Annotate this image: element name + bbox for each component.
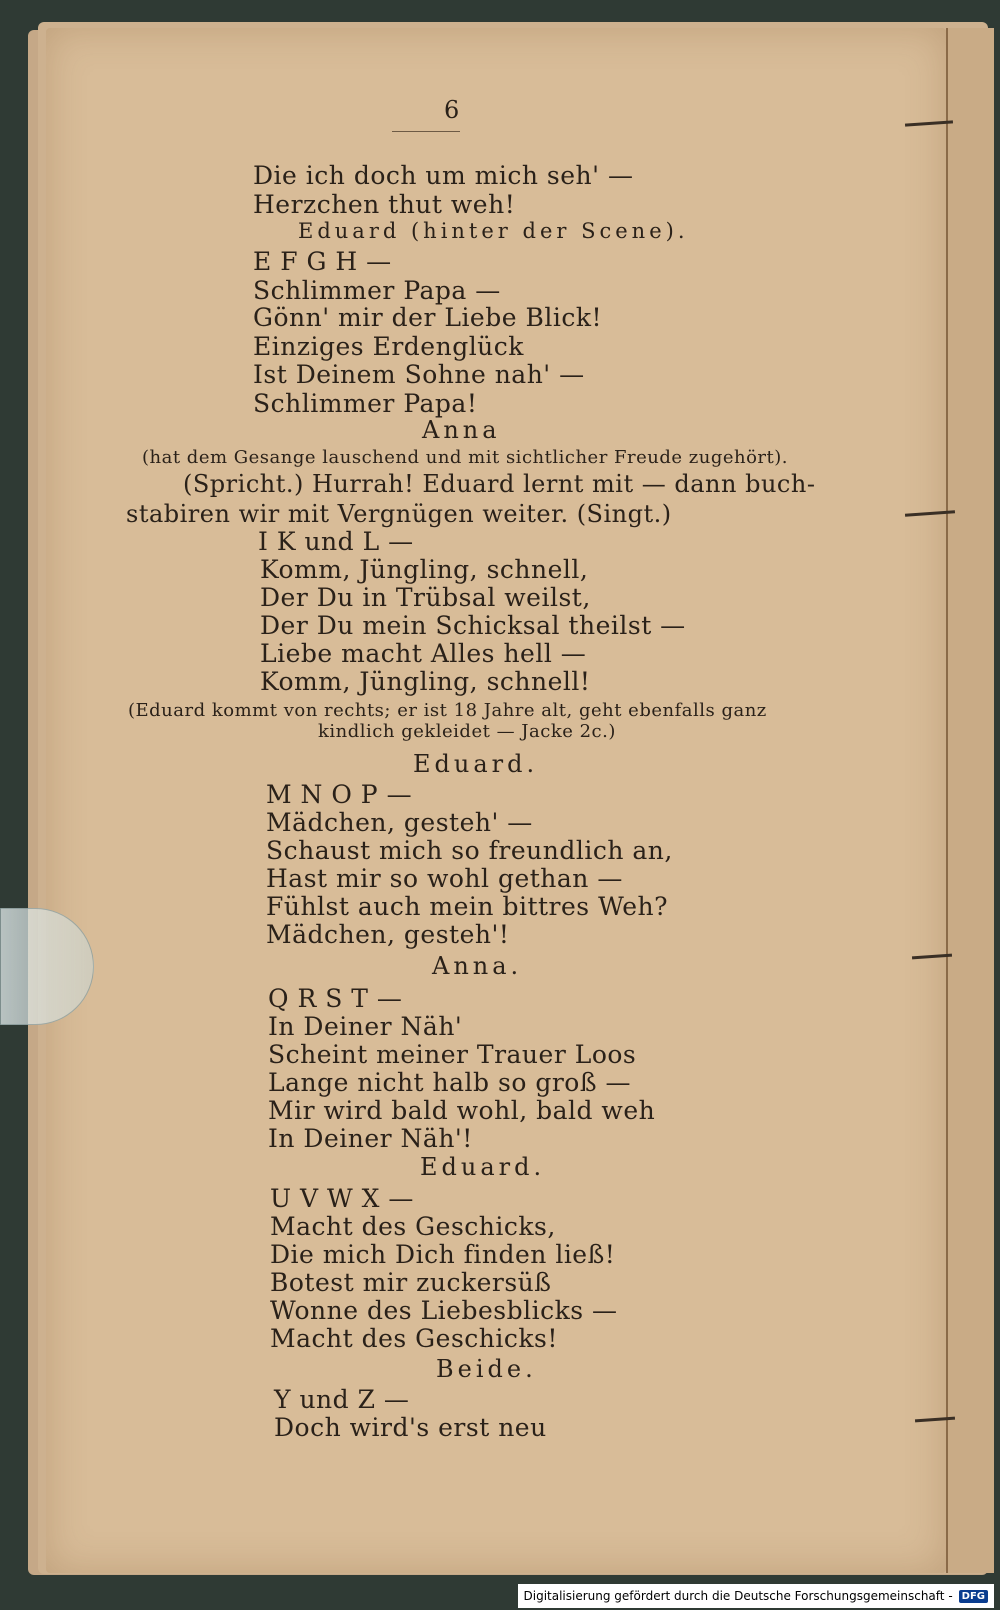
verse-line: Komm, Jüngling, schnell, — [260, 555, 589, 584]
prose-line: stabiren wir mit Vergnügen weiter. (Singt.) — [126, 500, 672, 528]
verse-line: Lange nicht halb so groß — — [268, 1068, 631, 1097]
verse-line: In Deiner Näh' — [268, 1012, 463, 1041]
verse-line: Herzchen thut weh! — [253, 190, 516, 219]
verse-line: Q R S T — — [268, 984, 403, 1013]
speaker-direction: Eduard (hinter der Scene). — [298, 219, 689, 243]
stage-direction: kindlich gekleidet — Jacke 2c.) — [318, 721, 616, 742]
header-rule — [392, 131, 460, 132]
verse-line: Mir wird bald wohl, bald weh — [268, 1096, 656, 1125]
verse-line: Einziges Erdenglück — [253, 332, 524, 361]
verse-line: Die ich doch um mich seh' — — [253, 161, 634, 190]
verse-line: Macht des Geschicks, — [270, 1212, 556, 1241]
verse-line: In Deiner Näh'! — [268, 1124, 473, 1153]
speaker-name: Anna — [422, 416, 501, 444]
verse-line: Mädchen, gesteh'! — [266, 920, 510, 949]
verse-line: Gönn' mir der Liebe Blick! — [253, 303, 603, 332]
verse-line: Hast mir so wohl gethan — — [266, 864, 623, 893]
speaker-name: Anna. — [432, 952, 523, 980]
verse-line: Komm, Jüngling, schnell! — [260, 667, 591, 696]
stage-direction: (hat dem Gesange lauschend und mit sichtlicher Freude zugehört). — [142, 447, 789, 468]
speaker-name: Eduard. — [420, 1153, 546, 1181]
speaker-name: Eduard. — [413, 750, 539, 778]
verse-line: Ist Deinem Sohne nah' — — [253, 360, 585, 389]
verse-line: Schaust mich so freundlich an, — [266, 836, 673, 865]
verse-line: Wonne des Liebesblicks — — [270, 1296, 618, 1325]
verse-line: Schlimmer Papa — — [253, 276, 501, 305]
verse-line: Y und Z — — [274, 1385, 410, 1414]
verse-line: Schlimmer Papa! — [253, 389, 478, 418]
digitization-credit — [518, 1584, 995, 1608]
verse-line: Scheint meiner Trauer Loos — [268, 1040, 637, 1069]
verse-line: Liebe macht Alles hell — — [260, 639, 587, 668]
credit-text: Digitalisierung gefördert durch die Deutsche Forschungsgemeinschaft - — [523, 1589, 953, 1603]
verse-line: Macht des Geschicks! — [270, 1324, 558, 1353]
verse-line: M N O P — — [266, 780, 413, 809]
verse-line: I K und L — — [258, 527, 414, 556]
verse-line: Doch wird's erst neu — [274, 1413, 547, 1442]
verse-line: Botest mir zuckersüß — [270, 1268, 552, 1297]
dfg-logo-icon: DFG — [959, 1590, 988, 1603]
verse-line: E F G H — — [253, 247, 392, 276]
verse-line: Der Du mein Schicksal theilst — — [260, 611, 686, 640]
verse-line: Die mich Dich finden ließ! — [270, 1240, 616, 1269]
verse-line: Der Du in Trübsal weilst, — [260, 583, 591, 612]
speaker-name: Beide. — [436, 1355, 537, 1383]
verse-line: U V W X — — [270, 1184, 414, 1213]
prose-line: (Spricht.) Hurrah! Eduard lernt mit — dann buch- — [183, 470, 816, 498]
verse-line: Mädchen, gesteh' — — [266, 808, 533, 837]
verse-line: Fühlst auch mein bittres Weh? — [266, 892, 669, 921]
facing-page-edge — [946, 28, 994, 1573]
stage-direction: (Eduard kommt von rechts; er ist 18 Jahre alt, geht ebenfalls ganz — [128, 700, 767, 721]
page-number: 6 — [444, 96, 460, 124]
